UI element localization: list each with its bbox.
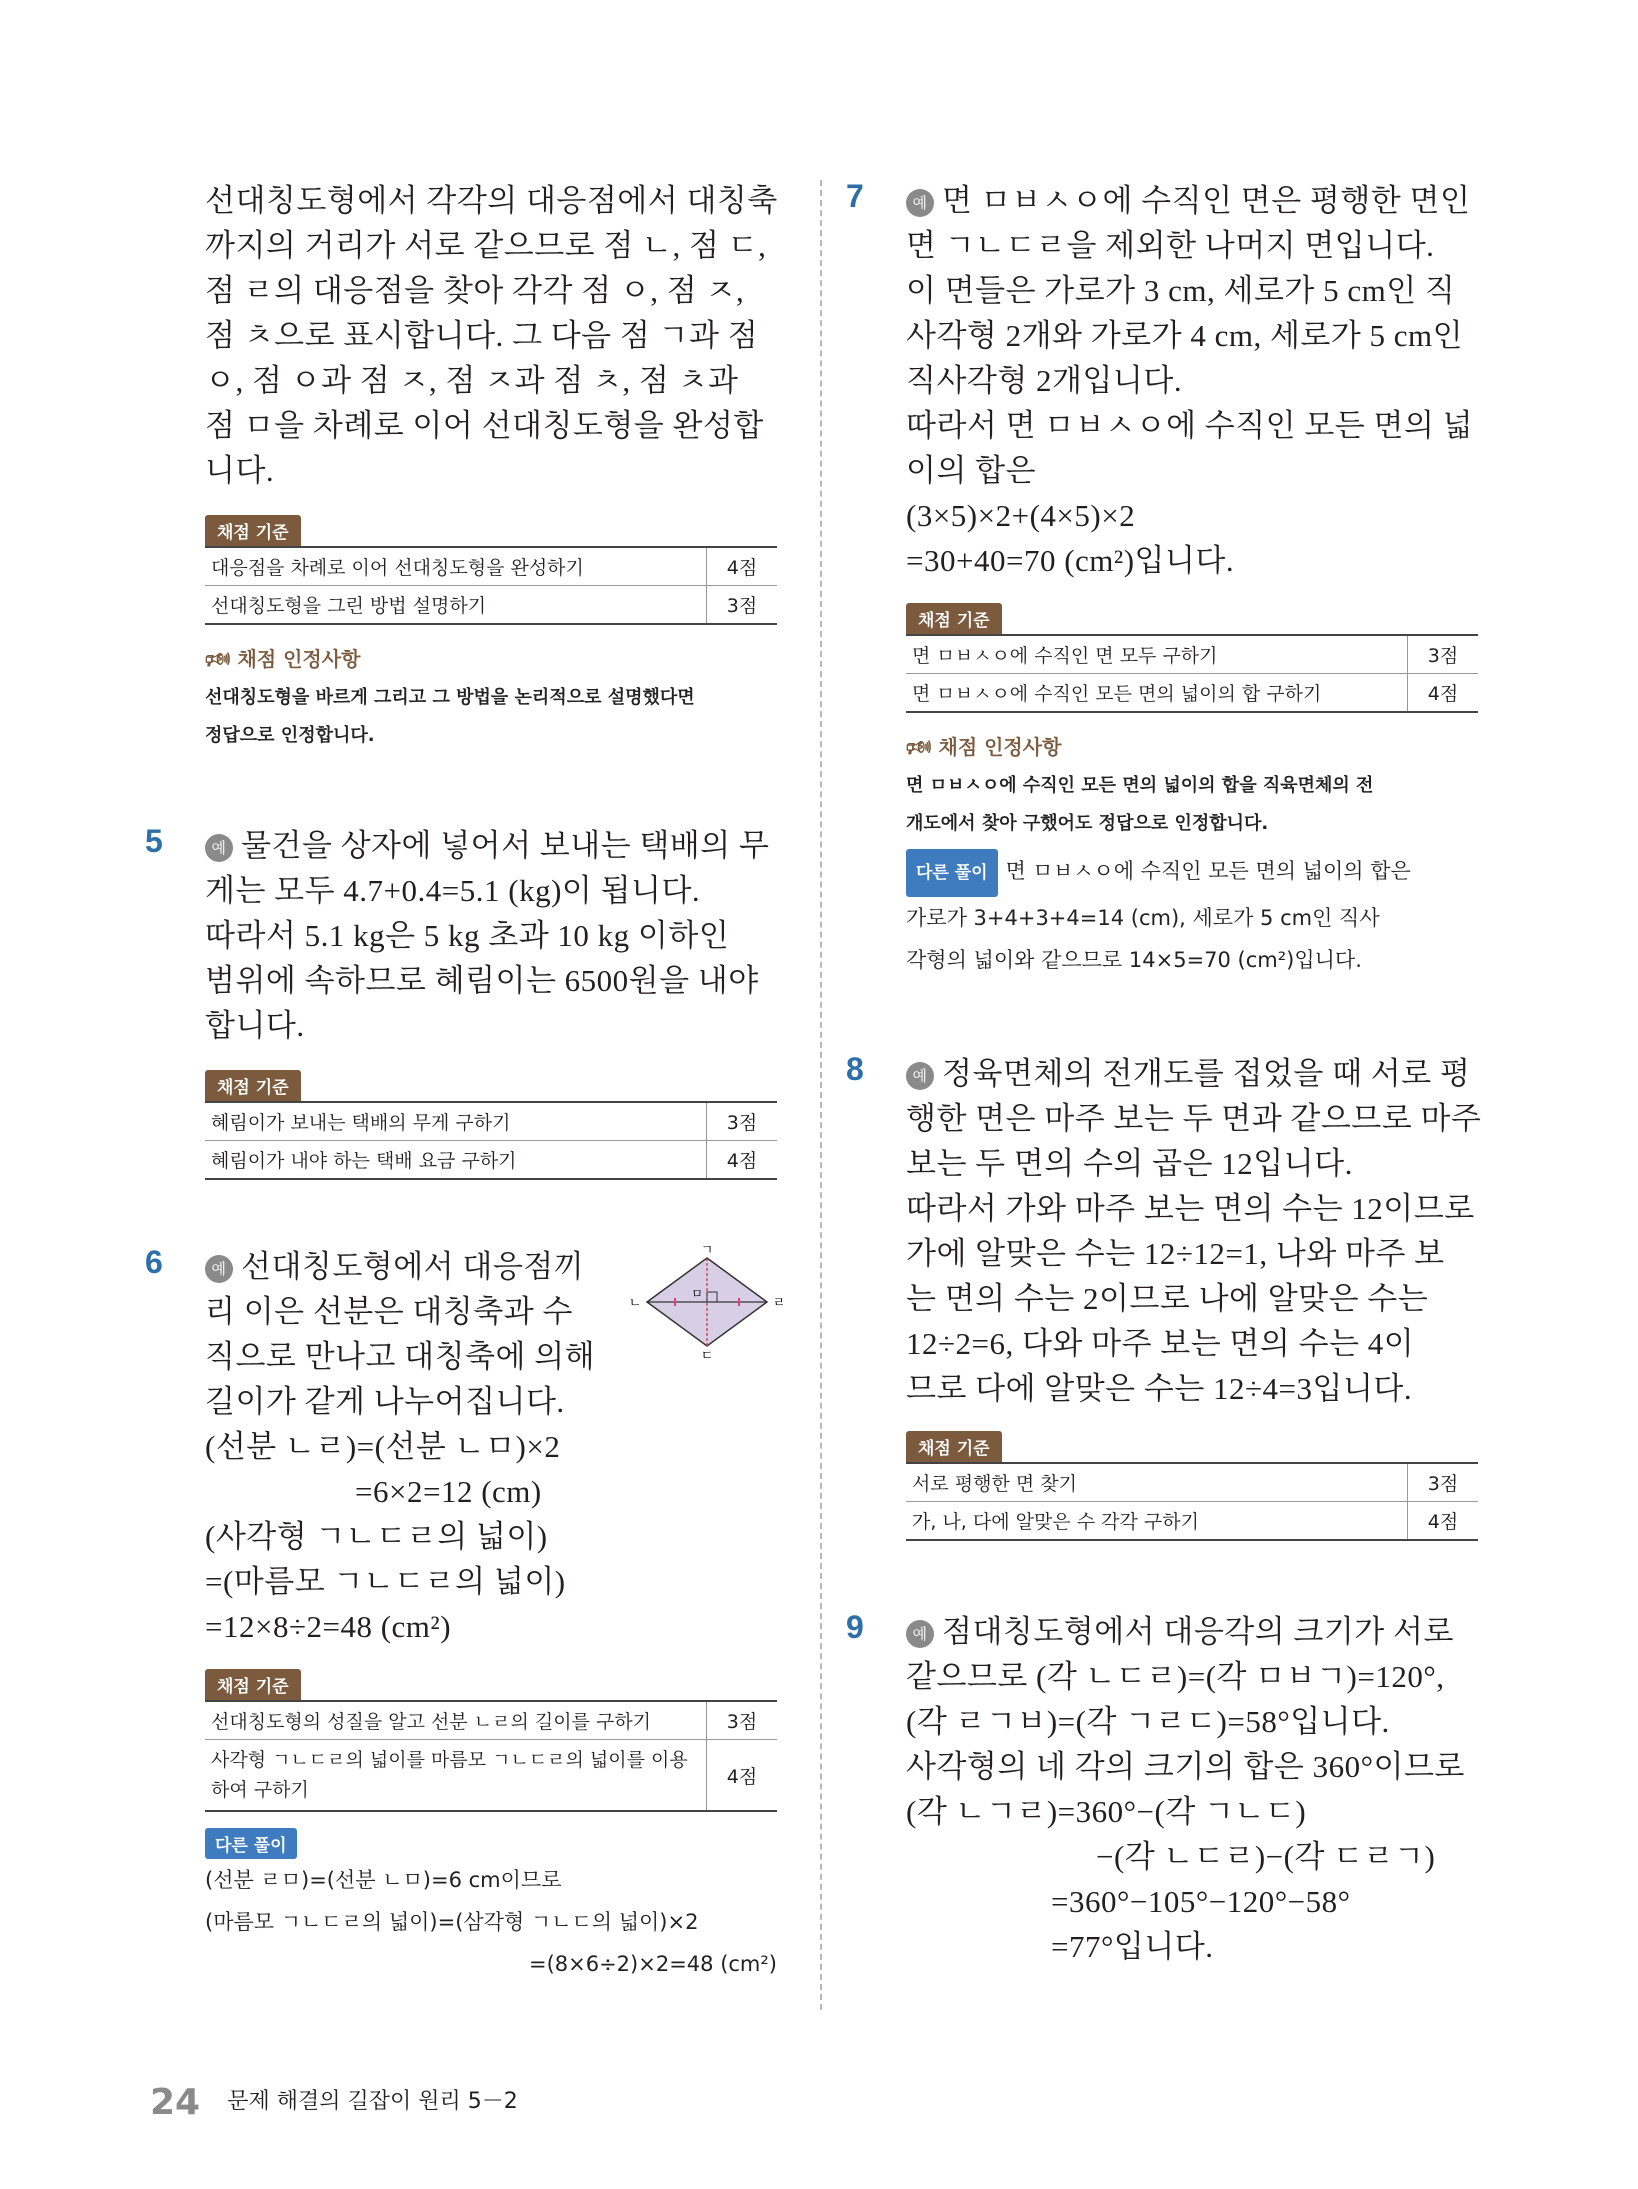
- criteria-row: [906, 674, 1478, 713]
- q4-line: 점 ㅁ을 차례로 이어 선대칭도형을 완성합: [205, 408, 764, 443]
- q4-line: 점 ㄹ의 대응점을 찾아 각각 점 ㅇ, 점 ㅈ,: [205, 273, 745, 308]
- criteria-row: [205, 1141, 777, 1180]
- q8-block: [846, 1051, 1482, 1541]
- criteria-table: [906, 1462, 1478, 1541]
- q8-line: 행한 면은 마주 보는 두 면과 같으므로 마주: [906, 1101, 1482, 1136]
- center-label: ㅁ: [691, 1287, 703, 1301]
- q8-line: 므로 다에 알맞은 수는 12÷4=3입니다.: [906, 1371, 1413, 1406]
- q9-calc: =77°입니다.: [1051, 1929, 1214, 1964]
- alt-line: (마름모 ㄱㄴㄷㄹ의 넓이)=(삼각형 ㄱㄴㄷ의 넓이)×2: [205, 1910, 699, 1934]
- acceptance-line: 면 ㅁㅂㅅㅇ에 수직인 모든 면의 넓이의 합을 직육면체의 전: [906, 775, 1374, 796]
- criteria-text: 혜림이가 내야 하는 택배 요금 구하기: [205, 1141, 707, 1180]
- vertex-label-right: ㄹ: [772, 1296, 786, 1311]
- q5-explanation: [205, 823, 777, 1048]
- criteria-table: [205, 1700, 777, 1812]
- criteria-table: [205, 546, 777, 625]
- q6-calc: =6×2=12 (cm): [355, 1474, 542, 1509]
- q7-line: (3×5)×2+(4×5)×2: [906, 498, 1136, 533]
- criteria-row: [205, 1701, 777, 1740]
- q5-line: 범위에 속하므로 혜림이는 6500원을 내야: [205, 963, 759, 998]
- q8-line: 는 면의 수는 2이므로 나에 알맞은 수는: [906, 1281, 1429, 1316]
- q8-line: 따라서 가와 마주 보는 면의 수는 12이므로: [906, 1191, 1475, 1226]
- q5-block: [145, 823, 777, 1180]
- alt-line: 가로가 3+4+3+4=14 (cm), 세로가 5 cm인 직사: [906, 906, 1380, 930]
- q4-line: 까지의 거리가 서로 같으므로 점 ㄴ, 점 ㄷ,: [205, 228, 767, 263]
- q6-calc: =(마름모 ㄱㄴㄷㄹ의 넓이): [205, 1564, 566, 1599]
- q9-block: [846, 1609, 1478, 1969]
- criteria-score: 3점: [1408, 635, 1479, 674]
- acceptance-text: [205, 679, 777, 755]
- q7-line: 직사각형 2개입니다.: [906, 363, 1183, 398]
- acceptance-line: 정답으로 인정합니다.: [205, 725, 375, 746]
- q9-explanation: [906, 1609, 1478, 1969]
- acceptance-header: [906, 731, 1478, 767]
- question-number: 8: [846, 1051, 864, 1087]
- book-title: 문제 해결의 길잡이 원리 5－2: [227, 2089, 518, 2114]
- criteria-score: 3점: [707, 586, 778, 625]
- q4-line: 점 ㅊ으로 표시합니다. 그 다음 점 ㄱ과 점: [205, 318, 759, 353]
- criteria-score: 4점: [1408, 1502, 1479, 1541]
- acceptance-title: 채점 인정사항: [237, 647, 361, 671]
- page-number: 24: [150, 2082, 201, 2123]
- example-badge-icon: 예: [906, 1620, 934, 1648]
- q9-line: 같으므로 (각 ㄴㄷㄹ)=(각 ㅁㅂㄱ)=120°,: [906, 1659, 1445, 1694]
- q7-line: 면 ㅁㅂㅅㅇ에 수직인 면은 평행한 면인: [942, 183, 1471, 218]
- criteria-row: [906, 635, 1478, 674]
- acceptance-title: 채점 인정사항: [938, 735, 1062, 759]
- criteria-table: [205, 1101, 777, 1180]
- q6-line: 직으로 만나고 대칭축에 의해: [205, 1339, 596, 1374]
- criteria-text: 대응점을 차례로 이어 선대칭도형을 완성하기: [205, 547, 707, 586]
- criteria-tag: 채점 기준: [205, 1070, 301, 1101]
- question-number: 7: [846, 178, 864, 214]
- alternative-solution-tag: 다른 풀이: [205, 1828, 297, 1859]
- criteria-score: 4점: [1408, 674, 1479, 713]
- question-number: 9: [846, 1609, 864, 1645]
- vertex-label-top: ㄱ: [700, 1244, 714, 1258]
- acceptance-line: 개도에서 찾아 구했어도 정답으로 인정합니다.: [906, 813, 1269, 834]
- speaker-icon: 🕬: [205, 647, 231, 671]
- q7-line: 이의 합은: [906, 453, 1037, 488]
- rhombus-figure: [627, 1244, 787, 1364]
- q9-calc: =360°−105°−120°−58°: [1051, 1884, 1351, 1919]
- criteria-text: 혜림이가 보내는 택배의 무게 구하기: [205, 1102, 707, 1141]
- q7-line: 따라서 면 ㅁㅂㅅㅇ에 수직인 모든 면의 넓: [906, 408, 1474, 443]
- example-badge-icon: 예: [906, 189, 934, 217]
- q4-line: 선대칭도형에서 각각의 대응점에서 대칭축: [205, 183, 778, 218]
- criteria-tag: 채점 기준: [906, 603, 1002, 634]
- question-number: 5: [145, 823, 163, 859]
- criteria-text: 선대칭도형의 성질을 알고 선분 ㄴㄹ의 길이를 구하기: [205, 1701, 707, 1740]
- q5-line: 게는 모두 4.7+0.4=5.1 (kg)이 됩니다.: [205, 873, 701, 908]
- q8-line: 정육면체의 전개도를 접었을 때 서로 평: [942, 1056, 1471, 1091]
- q7-line: 면 ㄱㄴㄷㄹ을 제외한 나머지 면입니다.: [906, 228, 1435, 263]
- question-number: 6: [145, 1244, 163, 1280]
- q8-line: 12÷2=6, 다와 마주 보는 면의 수는 4이: [906, 1326, 1415, 1361]
- q7-line: 사각형 2개와 가로가 4 cm, 세로가 5 cm인: [906, 318, 1464, 353]
- q4-line: 니다.: [205, 453, 275, 488]
- criteria-tag: 채점 기준: [205, 1669, 301, 1700]
- q9-calc: −(각 ㄴㄷㄹ)−(각 ㄷㄹㄱ): [1096, 1839, 1436, 1874]
- criteria-text: 가, 나, 다에 알맞은 수 각각 구하기: [906, 1502, 1408, 1541]
- q5-line: 따라서 5.1 kg은 5 kg 초과 10 kg 이하인: [205, 918, 730, 953]
- q6-line: 길이가 같게 나누어집니다.: [205, 1384, 565, 1419]
- q7-explanation: [906, 178, 1478, 583]
- alt-line: (선분 ㄹㅁ)=(선분 ㄴㅁ)=6 cm이므로: [205, 1868, 562, 1892]
- criteria-row: [205, 1102, 777, 1141]
- criteria-row: [906, 1463, 1478, 1502]
- q9-line: (각 ㄹㄱㅂ)=(각 ㄱㄹㄷ)=58°입니다.: [906, 1704, 1390, 1739]
- alt-line: 면 ㅁㅂㅅㅇ에 수직인 모든 면의 넓이의 합은: [1005, 859, 1411, 883]
- q7-line: =30+40=70 (cm²)입니다.: [906, 543, 1235, 578]
- criteria-tag: 채점 기준: [205, 515, 301, 546]
- q8-line: 보는 두 면의 수의 곱은 12입니다.: [906, 1146, 1353, 1181]
- criteria-score: 4점: [707, 1141, 778, 1180]
- column-divider: [820, 180, 822, 2010]
- example-badge-icon: 예: [205, 834, 233, 862]
- q8-explanation: [906, 1051, 1482, 1411]
- example-badge-icon: 예: [205, 1255, 233, 1283]
- criteria-text: 선대칭도형을 그린 방법 설명하기: [205, 586, 707, 625]
- q6-block: [145, 1244, 786, 1985]
- criteria-text: 사각형 ㄱㄴㄷㄹ의 넓이를 마름모 ㄱㄴㄷㄹ의 넓이를 이용하여 구하기: [205, 1740, 707, 1812]
- alternative-solution: [906, 849, 1478, 981]
- q4-explanation: [205, 178, 777, 493]
- q6-calc: (선분 ㄴㄹ)=(선분 ㄴㅁ)×2: [205, 1429, 561, 1464]
- criteria-score: 3점: [707, 1102, 778, 1141]
- acceptance-line: 선대칭도형을 바르게 그리고 그 방법을 논리적으로 설명했다면: [205, 687, 695, 708]
- criteria-row: [205, 547, 777, 586]
- criteria-score: 4점: [707, 547, 778, 586]
- alternative-solution: [205, 1859, 777, 1985]
- q6-line: 선대칭도형에서 대응점끼: [241, 1249, 585, 1284]
- vertex-label-bottom: ㄷ: [700, 1349, 714, 1364]
- left-column: [145, 178, 786, 1985]
- page-footer: [150, 2082, 518, 2123]
- right-column: [846, 178, 1482, 1969]
- criteria-text: 면 ㅁㅂㅅㅇ에 수직인 모든 면의 넓이의 합 구하기: [906, 674, 1408, 713]
- criteria-score: 3점: [707, 1701, 778, 1740]
- q5-line: 합니다.: [205, 1008, 305, 1043]
- q6-calc: (사각형 ㄱㄴㄷㄹ의 넓이): [205, 1519, 548, 1554]
- criteria-text: 서로 평행한 면 찾기: [906, 1463, 1408, 1502]
- q7-line: 이 면들은 가로가 3 cm, 세로가 5 cm인 직: [906, 273, 1456, 308]
- q7-block: [846, 178, 1478, 981]
- vertex-label-left: ㄴ: [628, 1296, 642, 1311]
- q9-line: 사각형의 네 각의 크기의 합은 360°이므로: [906, 1749, 1465, 1784]
- alt-line: =(8×6÷2)×2=48 (cm²): [528, 1952, 777, 1976]
- criteria-table: [906, 634, 1478, 713]
- speaker-icon: 🕬: [906, 735, 932, 759]
- q6-line: 리 이은 선분은 대칭축과 수: [205, 1294, 573, 1329]
- q5-line: 물건을 상자에 넣어서 보내는 택배의 무: [241, 828, 770, 863]
- criteria-tag: 채점 기준: [906, 1431, 1002, 1462]
- criteria-text: 면 ㅁㅂㅅㅇ에 수직인 면 모두 구하기: [906, 635, 1408, 674]
- alt-line: 각형의 넓이와 같으므로 14×5=70 (cm²)입니다.: [906, 948, 1362, 972]
- example-badge-icon: 예: [906, 1062, 934, 1090]
- q8-line: 가에 알맞은 수는 12÷12=1, 나와 마주 보: [906, 1236, 1445, 1271]
- q4-line: ㅇ, 점 ㅇ과 점 ㅈ, 점 ㅈ과 점 ㅊ, 점 ㅊ과: [205, 363, 739, 398]
- acceptance-text: [906, 767, 1478, 843]
- q6-calc: =12×8÷2=48 (cm²): [205, 1609, 452, 1644]
- criteria-row: [906, 1502, 1478, 1541]
- acceptance-header: [205, 643, 777, 679]
- criteria-score: 3점: [1408, 1463, 1479, 1502]
- q9-line: (각 ㄴㄱㄹ)=360°−(각 ㄱㄴㄷ): [906, 1794, 1307, 1829]
- criteria-score: 4점: [707, 1740, 778, 1812]
- criteria-row: [205, 586, 777, 625]
- q4-block: [205, 178, 777, 755]
- alternative-solution-tag: 다른 풀이: [906, 849, 998, 897]
- criteria-row: [205, 1740, 777, 1812]
- q9-line: 점대칭도형에서 대응각의 크기가 서로: [942, 1614, 1454, 1649]
